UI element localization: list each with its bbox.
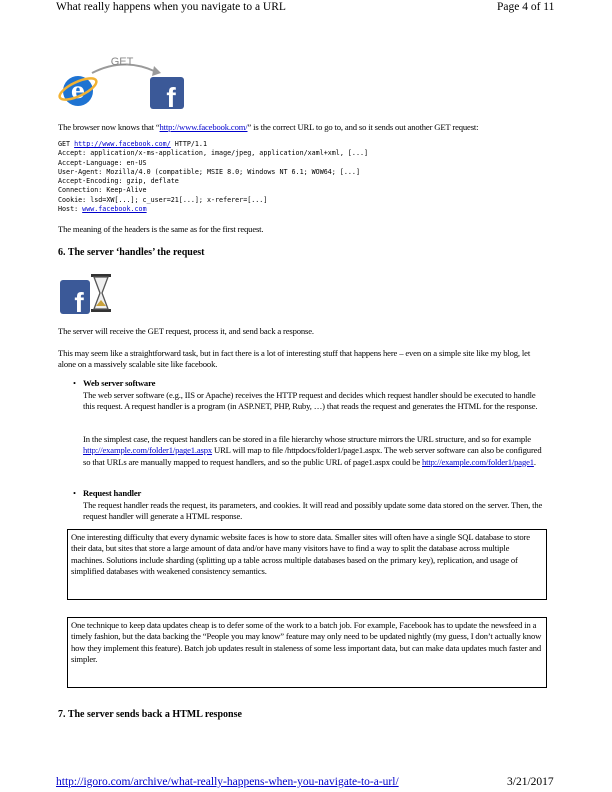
section-7-heading: 7. The server sends back a HTML response [58, 709, 242, 720]
bullet-request-handler-paragraph: The request handler reads the request, its parameters, and cookies. It will read and possibly update some data stored on the server. Then, the request handler will generate a HTML response. [83, 500, 543, 522]
http-request-block: GET http://www.facebook.com/ HTTP/1.1 Accept: application/x-ms-application, image/jpeg, application/xaml+xml, [...] Accept-Language: en-US User-Agent: Mozilla/4.0 (compatible; MSIE 8.0; Windows NT 6.1; WOW64; [...] Accept-Encoding: gzip, deflate Connection: Keep-Alive Cookie: lsd=XW[...]; c_user=21[...]; x-referer=[...] Host: www.facebook.com [58, 140, 369, 214]
example-page1-link[interactable]: http://example.com/folder1/page1 [422, 456, 534, 467]
facebook-url-link[interactable]: http://www.facebook.com/ [159, 122, 248, 132]
note-box-data-storage: One interesting difficulty that every dynamic website faces is how to store data. Smaller sites will often have a single SQL database to store their data, but sites that store a large amount of data and/or have many visitors have to find a way to split the database across multiple machines. Solutions include sharding (splitting up a table across multiple databases based on the primary key), replication, and usage of simplified databases with weakened consistency semantics. [67, 529, 547, 600]
bullet-web-server-paragraph-1: The web server software (e.g., IIS or Apache) receives the HTTP request and decides which request handler should be executed to handle this request. A request handler is a program (in ASP.NET, PHP, Ruby, …) that reads the request and generates the HTML for the response. [83, 390, 538, 412]
bullet-request-handler-title: Request handler [83, 488, 142, 498]
bullet-marker: • [73, 488, 76, 498]
bullet-web-server-title: Web server software [83, 378, 156, 388]
server-handling-figure [58, 272, 114, 318]
host-link[interactable]: www.facebook.com [82, 205, 147, 214]
page-number: Page 4 of 11 [497, 1, 555, 13]
svg-text:f: f [74, 287, 84, 318]
section-6-paragraph-1: The server will receive the GET request, process it, and send back a response. [58, 326, 314, 336]
footer-date: 3/21/2017 [507, 776, 554, 788]
svg-text:f: f [166, 82, 176, 111]
headers-note: The meaning of the headers is the same as for the first request. [58, 224, 264, 234]
svg-text:e: e [71, 78, 85, 104]
bullet-marker: • [73, 378, 76, 388]
example-aspx-link[interactable]: http://example.com/folder1/page1.aspx [83, 445, 213, 456]
get-label: GET [110, 56, 134, 68]
section-6-paragraph-2: This may seem like a straightforward task, but in fact there is a lot of interesting stuff that happens here – even on a simple site like my blog, let alone on a massively scalable site like facebook. [58, 348, 531, 370]
footer-url[interactable]: http://igoro.com/archive/what-really-happens-when-you-navigate-to-a-url/ [56, 776, 399, 788]
hourglass-icon [91, 274, 111, 312]
bullet-web-server-paragraph-2: In the simplest case, the request handlers can be stored in a file hierarchy whose structure mirrors the URL structure, and so for example http://example.com/folder1/page1.aspx URL will map to file /httpdocs/folder1/page1.aspx. The web server software can also be configured so that URLs are manually mapped to request handlers, and so the public URL of page1.aspx could be http://example.com/folder1/page1. [83, 434, 542, 467]
get-request-figure [58, 55, 188, 111]
facebook-icon [150, 77, 184, 111]
request-url-link[interactable]: http://www.facebook.com/ [74, 140, 171, 148]
facebook-icon [60, 280, 90, 318]
note-box-batch-jobs: One technique to keep data updates cheap is to defer some of the work to a batch job. For example, Facebook has to update the newsfeed in a timely fashion, but the data backing the “People you may know” feature may only need to be updated nightly (my guess, I don’t actually know how they implement this feature). Batch job updates result in staleness of some less important data, but can make data updates much faster and simpler. [67, 617, 547, 688]
running-header-title: What really happens when you navigate to a URL [56, 1, 286, 13]
section-6-heading: 6. The server ‘handles’ the request [58, 247, 205, 258]
intro-paragraph: The browser now knows that “http://www.facebook.com/” is the correct URL to go to, and so it sends out another GET request: [58, 122, 479, 132]
internet-explorer-icon [58, 74, 99, 106]
